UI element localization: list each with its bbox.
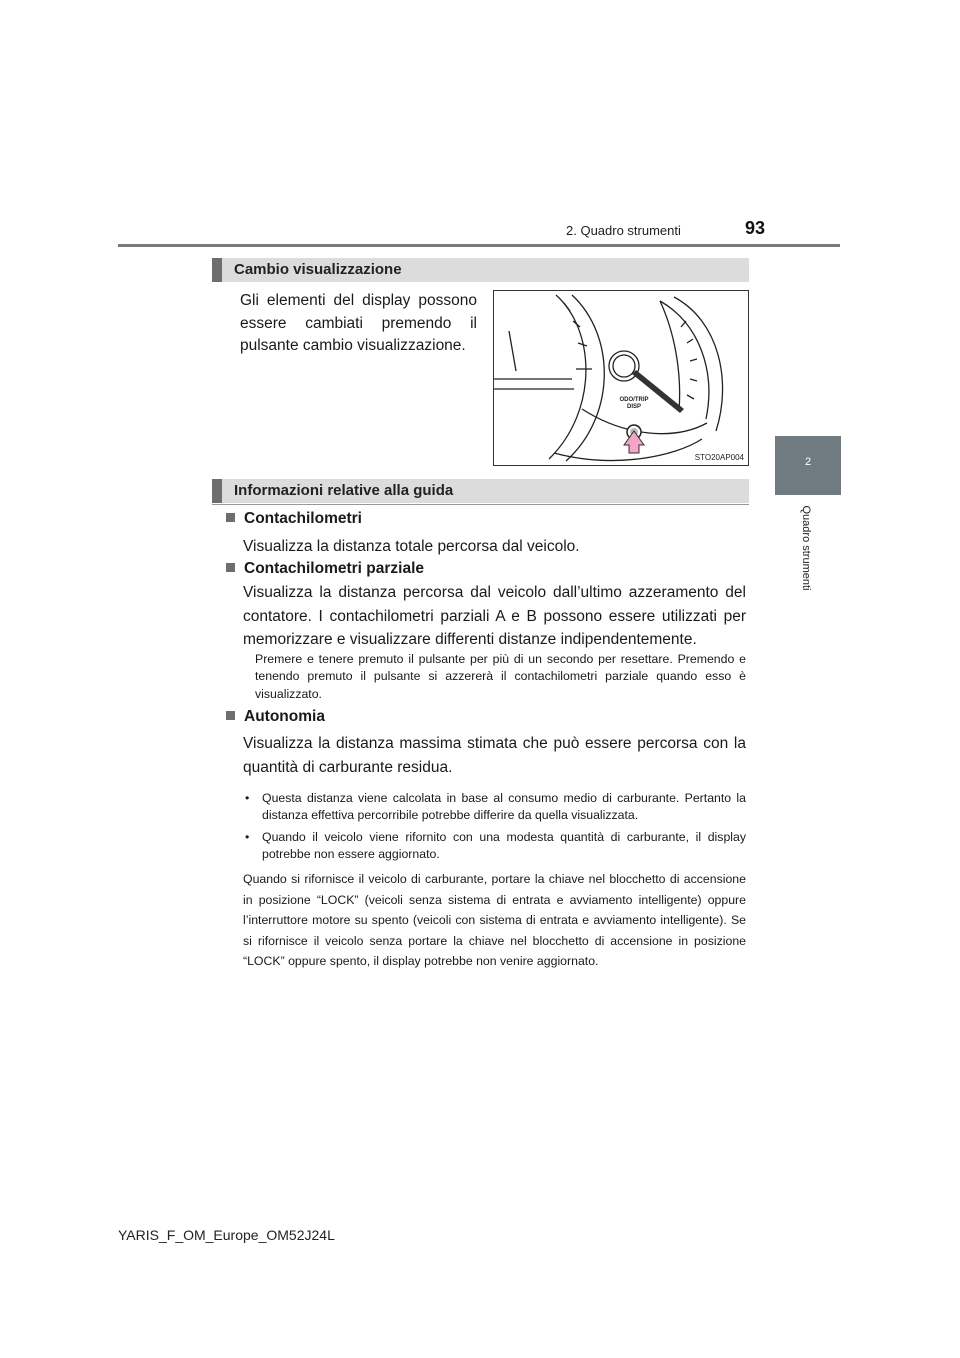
chapter-side-label: Quadro strumenti [800,505,812,591]
range-title: Autonomia [244,708,325,725]
trip-heading [226,560,424,578]
trip-note: Premere e tenere premuto il pulsante per più di un secondo per resettare. Premendo e tenendo premuto il pulsante si azzererà il contachilometri parziale quando esso è visualizzato. [255,652,746,701]
square-bullet-icon [226,513,235,522]
bullet-dot: • [245,791,250,805]
chapter-tab [775,436,841,495]
trip-text: Visualizza la distanza percorsa dal veicolo dall’ultimo azzeramento del contatore. I contachilometri parziali A e B possono essere utilizzati per memorizzare e visualizzare differenti distanze indipendentemente. [243,584,746,648]
square-bullet-icon [226,711,235,720]
page-number: 93 [745,218,766,238]
instrument-cluster-figure [493,290,749,466]
trip-title: Contachilometri parziale [244,560,425,577]
button-label-odo-trip: ODO/TRIP [619,397,649,403]
odometer-text: Visualizza la distanza totale percorsa dal veicolo. [243,538,580,555]
range-note: Quando si rifornisce il veicolo di carburante, portare la chiave nel blocchetto di accensione in posizione “LOCK” (veicoli senza sistema di entrata e avviamento intelligente) oppure l’interruttore motore su spento (veicoli con sistema di entrata e avviamento intelligente). Se si rifornisce il veicolo senza portare la chiave nel blocchetto di accensione in posizione “LOCK” oppure spento, il display potrebbe non venire aggiornato. [243,872,746,968]
figure-code: STO20AP004 [694,453,744,462]
footer-doc-code: YARIS_F_OM_Europe_OM52J24L [118,1227,335,1243]
range-bullet-1: Questa distanza viene calcolata in base al consumo medio di carburante. Pertanto la distanza effettiva percorribile potrebbe differire da quella visualizzata. [262,791,746,823]
square-bullet-icon [226,563,235,572]
section-title-driving-info: Informazioni relative alla guida [212,479,749,503]
header-rule [118,244,840,247]
chapter-tab-number: 2 [804,456,812,468]
section-title-change-display: Cambio visualizzazione [212,258,749,282]
odometer-title: Contachilometri [244,510,362,527]
range-heading [226,708,325,726]
bullet-dot: • [245,830,250,844]
section-rule [212,504,749,505]
button-label-disp: DISP [626,404,641,410]
range-bullet-2: Quando il veicolo viene rifornito con una modesta quantità di carburante, il display potrebbe non essere aggiornato. [262,830,746,862]
odometer-heading [226,510,362,528]
cluster-illustration [494,291,748,465]
header-section-title: 2. Quadro strumenti [566,223,681,238]
change-display-text: Gli elementi del display possono essere cambiati premendo il pulsante cambio visualizzazione. [240,292,477,354]
range-text: Visualizza la distanza massima stimata che può essere percorsa con la quantità di carburante residua. [243,735,746,776]
